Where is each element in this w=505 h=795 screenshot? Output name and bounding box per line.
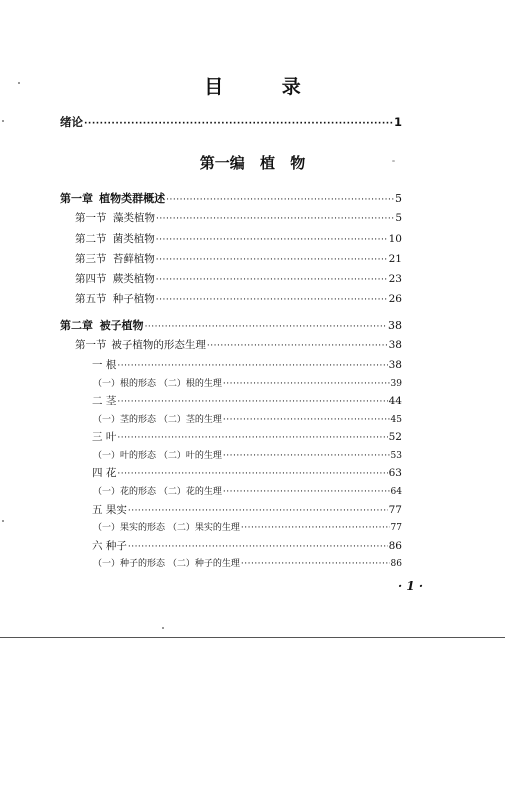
section-title: 蕨类植物 [112,273,155,285]
dot-leader [223,451,390,461]
toc-page-number: 10 [388,233,402,245]
detail-title: （一）茎的形态 （二）茎的生理 [93,415,222,425]
toc-subsection [92,465,402,480]
detail-title: （一）叶的形态 （二）叶的生理 [93,451,222,461]
dot-leader [207,341,388,351]
toc-entry-preface [60,114,402,130]
toc-page-number: 63 [388,467,402,479]
toc-page-number: 45 [390,415,402,425]
toc-section [75,271,402,286]
toc-section [75,210,402,225]
section-number: 第五节 [75,293,107,305]
toc-section [75,337,402,352]
dot-leader [241,523,390,533]
subsection-title: 二 茎 [92,395,117,407]
toc-page-number: 53 [390,451,402,461]
section-number: 第四节 [75,273,107,285]
chapter-title: 被子植物 [99,319,144,332]
scan-speck [2,120,4,122]
toc-section [75,251,402,266]
toc-section [75,231,402,246]
dot-leader [156,275,388,285]
chapter-number: 第二章 [60,319,93,332]
toc-subsection [92,538,402,553]
dot-leader [145,322,387,332]
dot-leader [156,235,388,245]
subsection-title: 一 根 [92,359,117,371]
dot-leader [117,397,387,407]
section-number: 第一节 [75,212,107,224]
detail-title: （一）果实的形态 （二）果实的生理 [93,523,240,533]
toc-page-number: 86 [388,540,402,552]
section-title: 藻类植物 [112,212,155,224]
scan-speck [2,520,4,522]
toc-detail [93,520,402,533]
toc-page-number: 23 [388,273,402,285]
toc-page-number: 64 [390,487,402,497]
toc-detail [93,484,402,497]
toc-section [75,291,402,306]
dot-leader [241,559,390,569]
toc-subsection [92,429,402,444]
dot-leader [117,433,387,443]
subsection-title: 四 花 [92,467,117,479]
toc-page-number: 77 [388,504,402,516]
toc-entry-label: 绪论 [60,115,83,129]
scan-speck [18,82,20,84]
toc-subsection [92,357,402,372]
dot-leader [128,542,388,552]
dot-leader [156,295,388,305]
page-edge-rule [0,637,505,638]
toc-chapter-1 [60,190,402,206]
section-number: 第一节 [75,339,107,351]
detail-title: （一）根的形态 （二）根的生理 [93,379,222,389]
toc-page-number: 26 [388,293,402,305]
toc-chapter-2 [60,317,402,333]
toc-page-number: 52 [388,431,402,443]
section-title: 苔藓植物 [112,253,155,265]
dot-leader [223,487,390,497]
section-title: 菌类植物 [112,233,155,245]
part-title: 第一编 植 物 [199,154,306,172]
page-number: · 1 · [398,579,424,593]
toc-detail [93,376,402,389]
dot-leader [128,506,388,516]
toc-page-number: 21 [388,253,402,265]
toc-title: 目 录 [204,76,327,98]
chapter-number: 第一章 [60,192,93,205]
dot-leader [117,469,387,479]
detail-title: （一）花的形态 （二）花的生理 [93,487,222,497]
toc-page-number: 39 [390,379,402,389]
toc-page-number: 86 [390,559,402,569]
dot-leader [223,415,390,425]
scan-speck [392,160,395,162]
dot-leader [117,361,387,371]
dot-leader [223,379,390,389]
toc-detail [93,448,402,461]
dot-leader [156,214,394,224]
dot-leader [84,119,393,129]
section-title: 种子植物 [112,293,155,305]
dot-leader [166,195,394,205]
subsection-title: 六 种子 [92,540,127,552]
toc-page-number: 5 [395,212,402,224]
section-title: 被子植物的形态生理 [111,339,206,351]
toc-detail [93,412,402,425]
section-number: 第二节 [75,233,107,245]
subsection-title: 三 叶 [92,431,117,443]
toc-page-number: 44 [388,395,402,407]
scan-speck [162,627,164,629]
toc-page-number: 5 [395,192,402,205]
chapter-title: 植物类群概述 [99,192,166,205]
toc-page-number: 77 [390,523,402,533]
toc-subsection [92,502,402,517]
dot-leader [156,255,388,265]
toc-page-number: 38 [388,339,402,351]
subsection-title: 五 果实 [92,504,127,516]
toc-page-number: 1 [393,115,402,129]
toc-subsection [92,393,402,408]
toc-page-number: 38 [388,319,402,332]
detail-title: （一）种子的形态 （二）种子的生理 [93,559,240,569]
toc-page-number: 38 [388,359,402,371]
section-number: 第三节 [75,253,107,265]
toc-detail [93,556,402,569]
